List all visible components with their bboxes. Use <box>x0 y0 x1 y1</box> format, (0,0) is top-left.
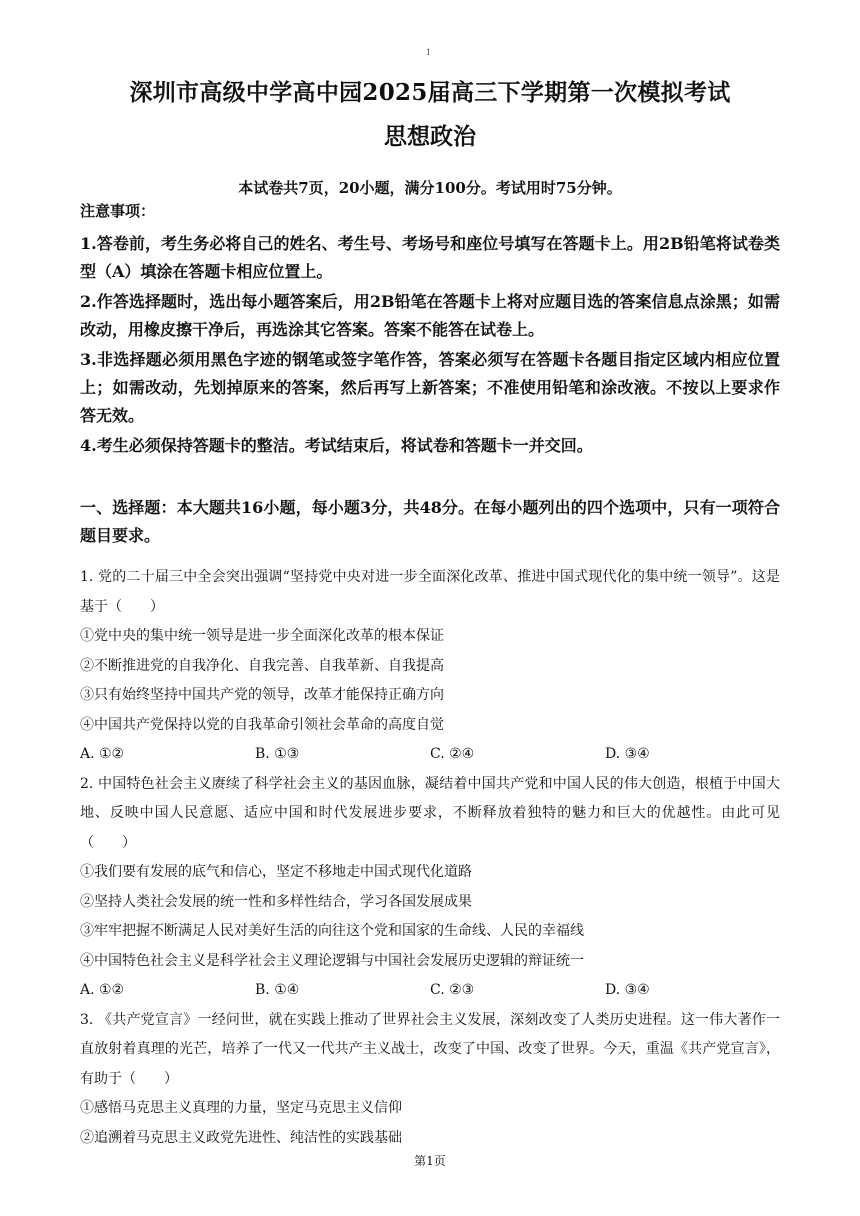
page-number: 第1页 <box>414 1154 446 1168</box>
section-heading: 一、选择题：本大题共16小题，每小题3分，共48分。在每小题列出的四个选项中，只有一项符合题目要求。 <box>80 498 780 545</box>
subject-title: 思想政治 <box>384 123 476 150</box>
statement: ①党中央的集中统一领导是进一步全面深化改革的根本保证 <box>80 628 444 644</box>
statement: ④中国共产党保持以党的自我革命引领社会革命的高度自觉 <box>80 716 444 733</box>
answer-options <box>80 740 780 770</box>
option-a: A. ①② <box>80 746 125 762</box>
question-stem: 1. 党的二十届三中全会突出强调“坚持党中央对进一步全面深化改革、推进中国式现代化的集中统一领导”。这是基于（ ） <box>80 569 780 615</box>
option-d: D. ③④ <box>605 982 650 998</box>
statement: ③只有始终坚持中国共产党的领导，改革才能保持正确方向 <box>80 687 444 703</box>
option-b: B. ①④ <box>255 982 300 998</box>
statement: ②追溯着马克思主义政党先进性、纯洁性的实践基础 <box>80 1129 402 1146</box>
notice-item: 3.非选择题必须用黑色字迹的钢笔或签字笔作答，答案必须写在答题卡各题目指定区域内相应位置上；如需改动，先划掉原来的答案，然后再写上新答案；不准使用铅笔和涂改液。不按以上要求作答无效。 <box>80 350 780 425</box>
page-mark: 1 <box>426 48 432 57</box>
statement: ③牢牢把握不断满足人民对美好生活的向往这个党和国家的生命线、人民的幸福线 <box>80 923 584 939</box>
option-d: D. ③④ <box>605 746 650 762</box>
question-list <box>80 563 780 1153</box>
statement: ②坚持人类社会发展的统一性和多样性结合，学习各国发展成果 <box>80 893 472 910</box>
statement: ①感悟马克思主义真理的力量，坚定马克思主义信仰 <box>80 1100 402 1116</box>
notice-item: 4.考生必须保持答题卡的整洁。考试结束后，将试卷和答题卡一并交回。 <box>80 436 593 455</box>
notice-heading: 注意事项： <box>80 202 156 220</box>
option-c: C. ②③ <box>430 982 475 998</box>
notice-list <box>80 230 780 462</box>
option-b: B. ①③ <box>255 746 300 762</box>
statement: ④中国特色社会主义是科学社会主义理论逻辑与中国社会发展历史逻辑的辩证统一 <box>80 952 584 969</box>
exam-title: 深圳市高级中学高中园2025届高三下学期第一次模拟考试 <box>129 79 731 106</box>
exam-info: 本试卷共7页，20小题，满分100分。考试用时75分钟。 <box>238 179 622 197</box>
notice-item: 2.作答选择题时，选出每小题答案后，用2B铅笔在答题卡上将对应题目选的答案信息点涂黑；如需改动，用橡皮擦干净后，再选涂其它答案。答案不能答在试卷上。 <box>80 292 780 339</box>
answer-options <box>80 976 780 1006</box>
option-a: A. ①② <box>80 982 125 998</box>
question-stem: 2. 中国特色社会主义赓续了科学社会主义的基因血脉，凝结着中国共产党和中国人民的伟大创造，根植于中国大地、反映中国人民意愿、适应中国和时代发展进步要求，不断释放着独特的魅力和巨大的优越性。由此可见（ ） <box>80 775 780 851</box>
question-stem: 3. 《共产党宣言》一经问世，就在实践上推动了世界社会主义发展，深刻改变了人类历史进程。这一伟大著作一直放射着真理的光芒，培养了一代又一代共产主义战士，改变了中国、改变了世界。今天，重温《共产党宣言》，有助于（ ） <box>80 1011 780 1087</box>
option-c: C. ②④ <box>430 746 475 762</box>
statement: ②不断推进党的自我净化、自我完善、自我革新、自我提高 <box>80 657 444 674</box>
notice-item: 1.答卷前，考生务必将自己的姓名、考生号、考场号和座位号填写在答题卡上。用2B铅笔将试卷类型（A）填涂在答题卡相应位置上。 <box>80 234 780 281</box>
statement: ①我们要有发展的底气和信心，坚定不移地走中国式现代化道路 <box>80 864 472 880</box>
